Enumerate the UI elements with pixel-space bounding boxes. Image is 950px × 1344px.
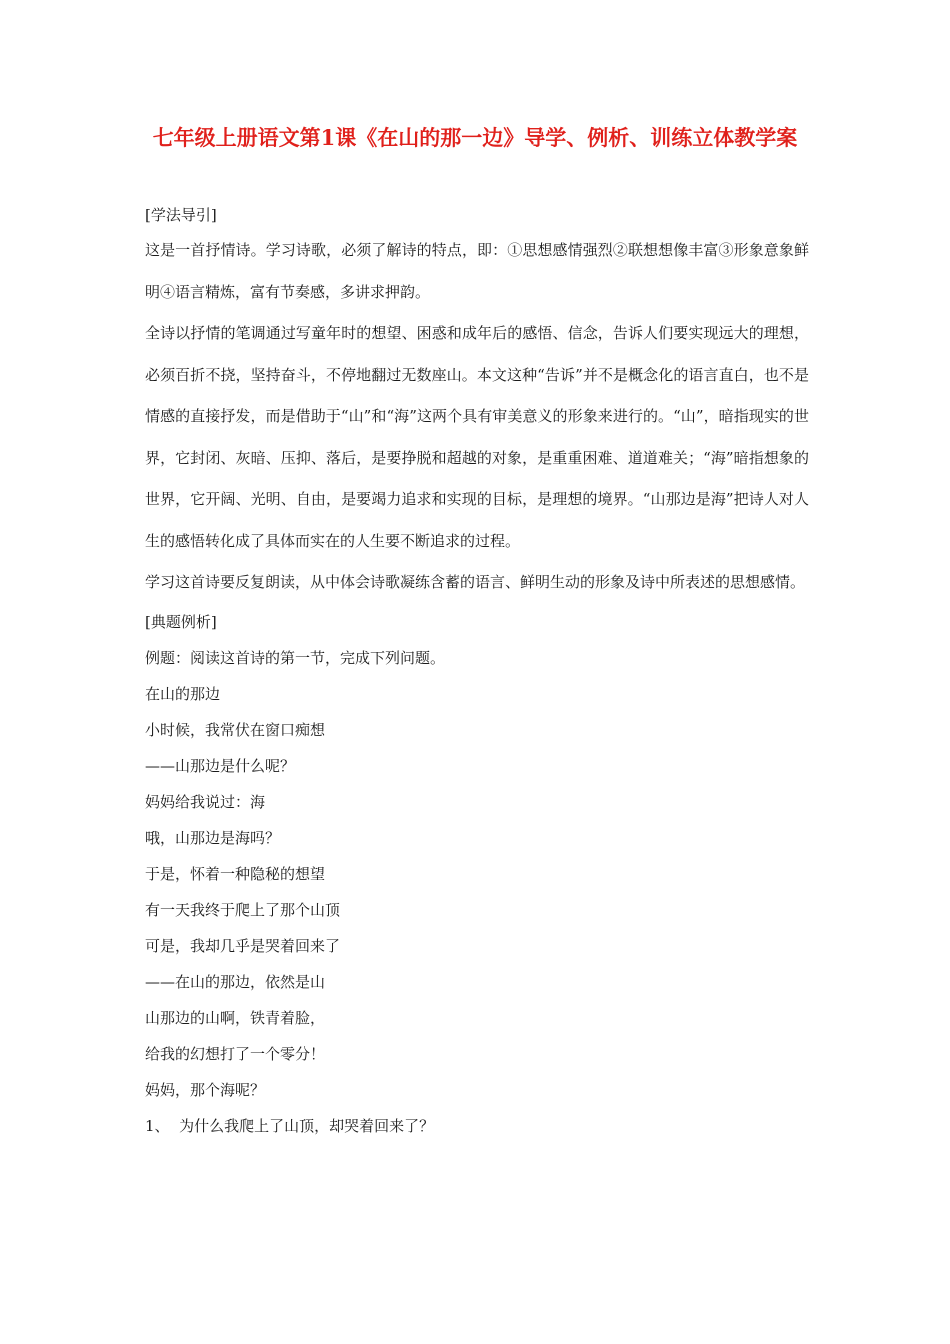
poem-line: 给我的幻想打了一个零分！ bbox=[145, 1044, 326, 1063]
poem-line: ——在山的那边，依然是山 bbox=[145, 972, 326, 991]
guide-paragraph-1: 这是一首抒情诗。学习诗歌，必须了解诗的特点，即：①思想感情强烈②联想想像丰富③形象意象鲜明④语言精炼，富有节奏感，多讲求押韵。 bbox=[145, 241, 809, 301]
question-1: 1、 为什么我爬上了山顶，却哭着回来了？ bbox=[145, 1116, 435, 1135]
poem-line: 于是，怀着一种隐秘的想望 bbox=[145, 864, 326, 883]
poem-line: 可是，我却几乎是哭着回来了 bbox=[145, 936, 341, 955]
poem-line: 哦，山那边是海吗？ bbox=[145, 828, 281, 847]
guide-paragraph-3: 学习这首诗要反复朗读，从中体会诗歌凝练含蓄的语言、鲜明生动的形象及诗中所表述的思想感情。 bbox=[145, 573, 806, 591]
section-heading-guide: [学法导引] bbox=[145, 206, 217, 224]
section-heading-example: [典题例析] bbox=[145, 612, 217, 631]
guide-paragraph-2: 全诗以抒情的笔调通过写童年时的想望、困惑和成年后的感悟、信念，告诉人们要实现远大的理想，必须百折不挠，坚持奋斗，不停地翻过无数座山。本文这种“告诉”并不是概念化的语言直白，也不是情感的直接抒发，而是借助于“山”和“海”这两个具有审美意义的形象来进行的。“山”，暗指现实的世界，它封闭、灰暗、压抑、落后，是要挣脱和超越的对象，是重重困难、道道难关；“海”暗指想象的世界，它开阔、光明、自由，是要竭力追求和实现的目标，是理想的境界。“山那边是海”把诗人对人生的感悟转化成了具体而实在的人生要不断追求的过程。 bbox=[145, 324, 809, 550]
document-body bbox=[145, 197, 809, 1144]
poem-line: 妈妈给我说过：海 bbox=[145, 792, 266, 811]
poem-line: ——山那边是什么呢？ bbox=[145, 756, 296, 775]
example-intro: 例题：阅读这首诗的第一节，完成下列问题。 bbox=[145, 648, 446, 667]
poem-line: 有一天我终于爬上了那个山顶 bbox=[145, 900, 341, 919]
poem-line: 小时候，我常伏在窗口痴想 bbox=[145, 720, 326, 739]
poem-line: 山那边的山啊，铁青着脸， bbox=[145, 1008, 326, 1027]
document-title: 七年级上册语文第1课《在山的那一边》导学、例析、训练立体教学案 bbox=[152, 125, 798, 150]
poem-title: 在山的那边 bbox=[145, 684, 221, 703]
poem-line: 妈妈，那个海呢？ bbox=[145, 1080, 266, 1099]
